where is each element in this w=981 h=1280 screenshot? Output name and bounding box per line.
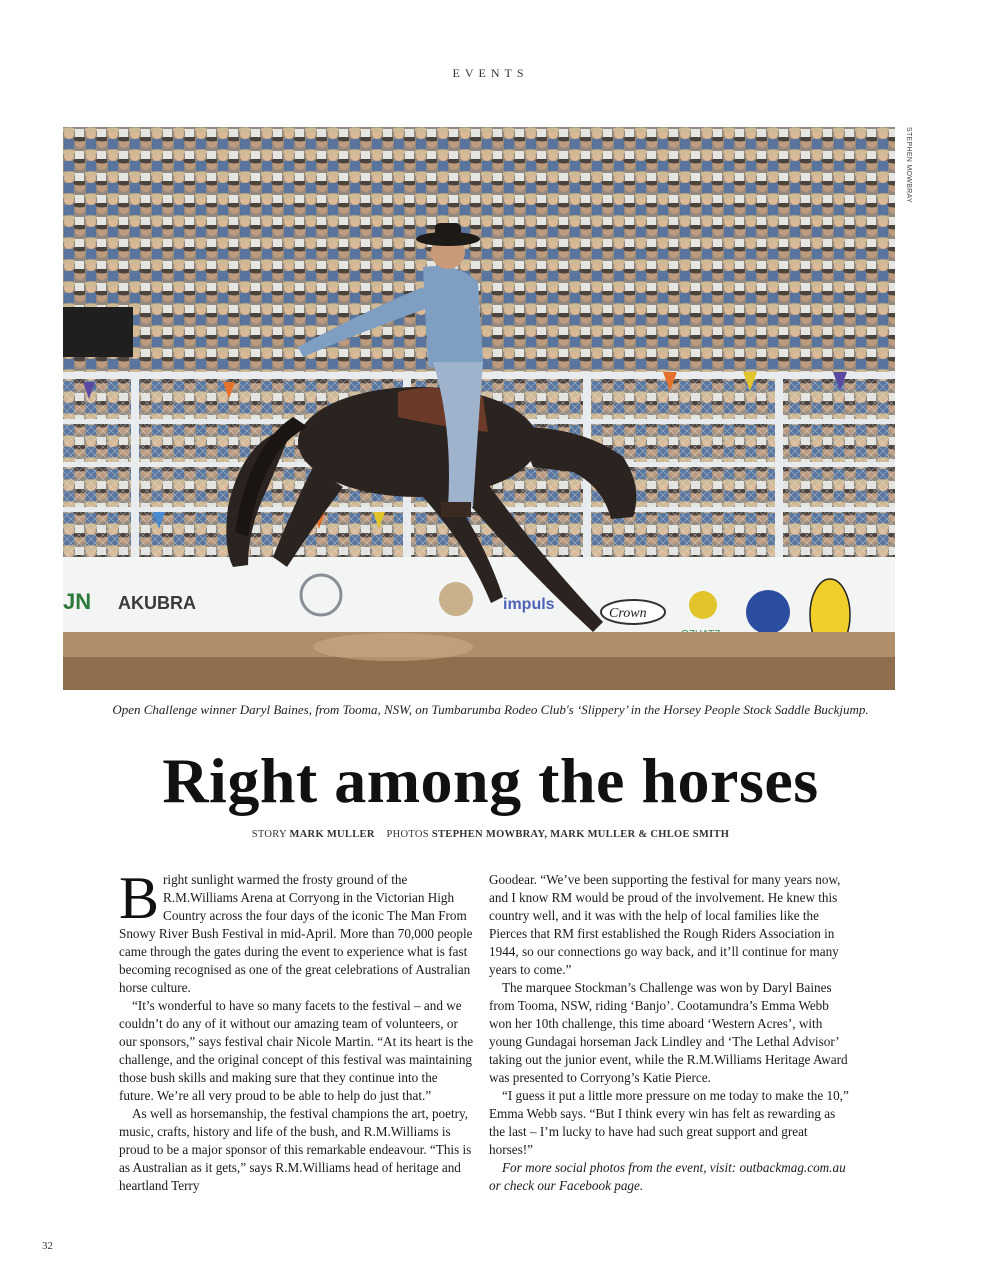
sign-jn: JN bbox=[63, 589, 92, 614]
photo-credit: STEPHEN MOWBRAY bbox=[905, 127, 912, 203]
paragraph-6: “I guess it put a little more pressure on me today to make the 10,” Emma Webb says. “But I think every win has felt as rewarding as the last – I’m lucky to have had such great support and great horses!” bbox=[489, 1088, 849, 1157]
photo-authors: STEPHEN MOWBRAY, MARK MULLER & CHLOE SMITH bbox=[431, 829, 730, 840]
paragraph-1-text: right sunlight warmed the frosty ground of the R.M.Williams Arena at Corryong in the Victorian High Country across the four days of the iconic The Man From Snowy River Bush Festival in mid-April. More than 70,000 people came through the gates during the event to experience what is fast becoming recognised as one of the great celebrations of Australian horse culture. bbox=[119, 872, 473, 995]
hero-photo bbox=[63, 127, 895, 690]
section-label: EVENTS bbox=[452, 66, 529, 80]
sign-crown: Crown bbox=[609, 606, 647, 621]
paragraph-4: Goodear. “We’ve been supporting the festival for many years now, and I know RM would be proud of the involvement. He knew this country well, and it was with the help of local families like the Pierces that RM first established the Rough Riders Association in 1944, so our connections go way back, and it’ll continue for many years to come.” bbox=[489, 872, 841, 977]
story-author: MARK MULLER bbox=[289, 829, 375, 840]
photos-label: PHOTOS bbox=[386, 829, 429, 840]
page-number: 32 bbox=[42, 1240, 53, 1252]
body-column-right bbox=[489, 871, 851, 1195]
body-column-left bbox=[119, 865, 475, 1195]
rodeo-illustration bbox=[63, 127, 895, 690]
sign-akubra: AKUBRA bbox=[118, 593, 196, 613]
paragraph-3: As well as horsemanship, the festival champions the art, poetry, music, crafts, history and life of the bush, and R.M.Williams is proud to be a major sponsor of this remarkable endeavour. “This is as Australian as it gets,” says R.M.Williams head of heritage and heartland Terry bbox=[119, 1106, 472, 1193]
story-label: STORY bbox=[251, 829, 287, 840]
photo-caption: Open Challenge winner Daryl Baines, from Tooma, NSW, on Tumbarumba Rodeo Club's ‘Slippery’ in the Horsey People Stock Saddle Buckjump. bbox=[112, 702, 869, 717]
sign-impuls: impuls bbox=[503, 596, 555, 613]
drop-cap: B bbox=[119, 865, 160, 931]
paragraph-5: The marquee Stockman’s Challenge was won by Daryl Baines from Tooma, NSW, riding ‘Banjo’. Cootamundra’s Emma Webb won her 10th challenge, this time aboard ‘Western Acres’, with young Gundagai horseman Jack Lindley and ‘The Lethal Advisor’ taking out the junior event, while the R.M.Williams Heritage Award was presented to Corryong’s Katie Pierce. bbox=[489, 980, 848, 1085]
paragraph-1 bbox=[119, 865, 475, 997]
byline bbox=[0, 829, 981, 840]
paragraph-2: “It’s wonderful to have so many facets to the festival – and we couldn’t do any of it without our amazing team of volunteers, or our sponsors,” says festival chair Nicole Martin. “At its heart is the challenge, and the original concept of this festival was maintaining those bush skills and making sure that they continue into the future. We’re all very proud to be able to help do just that.” bbox=[119, 998, 474, 1103]
headline: Right among the horses bbox=[162, 745, 819, 816]
paragraph-7: For more social photos from the event, visit: outbackmag.com.au or check our Facebook page. bbox=[489, 1160, 846, 1193]
